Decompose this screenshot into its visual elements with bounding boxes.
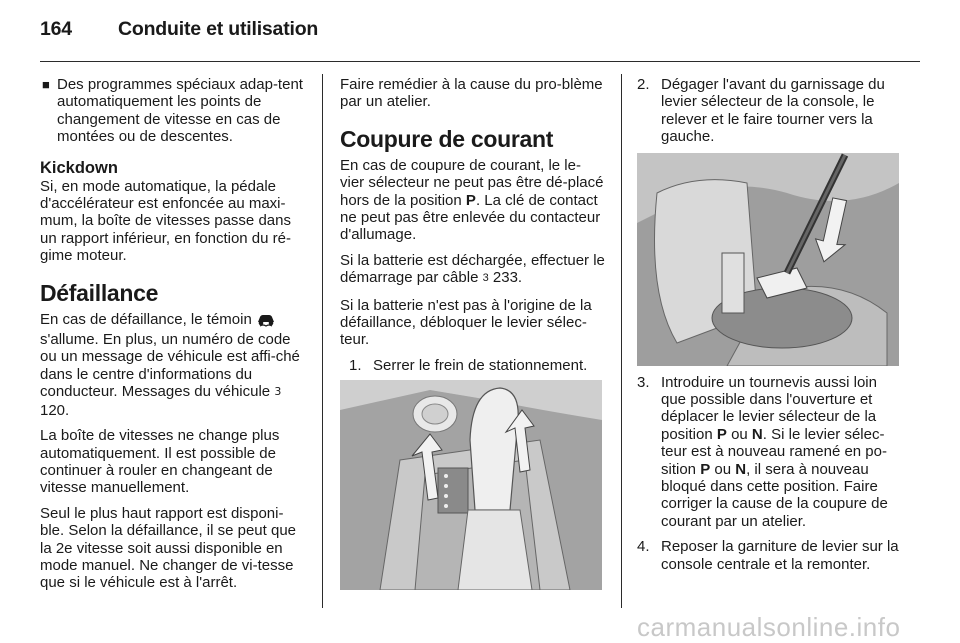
step-1: 1. Serrer le frein de stationnement.	[349, 356, 588, 374]
power-paragraph-2: Si la batterie est déchargée, effectuer le démarrage par câble 3 233.	[340, 251, 605, 287]
step-3: 3. Introduire un tournevis aussi loin que possible dans l'ouverture et déplacer le levier sélecteur de la position P ou N. Si le levier sélec-teur est à nouveau ramené en po-sition P ou N, il sera à nouveau bloqué dans cette position. Faire corriger la cause de la coupure de courant par un atelier.	[637, 373, 888, 530]
gear-selector-illustration	[340, 380, 602, 590]
power-cut-heading: Coupure de courant	[340, 125, 554, 152]
power-paragraph-1: En cas de coupure de courant, le le-vier sélecteur ne peut pas être dé-placé hors de la position P. La clé de contact ne peut pas être enlevée du contacteur d'allumage.	[340, 156, 604, 244]
kickdown-heading: Kickdown	[40, 158, 118, 177]
page-reference[interactable]: 120.	[40, 401, 70, 419]
failure-paragraph-2: La boîte de vitesses ne change plus automatiquement. Il est possible de continuer à rouler en changeant de vitesse manuellement.	[40, 427, 280, 497]
reference-arrow-icon: 3	[482, 272, 489, 285]
header-divider	[40, 61, 920, 62]
reference-arrow-icon: 3	[274, 385, 282, 399]
watermark: carmanualsonline.info	[637, 612, 901, 642]
page-number: 164	[40, 18, 72, 40]
power-paragraph-3: Si la batterie n'est pas à l'origine de la défaillance, débloquer le levier sélec-teur.	[340, 296, 592, 349]
column-divider-1	[322, 74, 323, 608]
screwdriver-illustration	[637, 153, 899, 366]
page-reference[interactable]: 233.	[492, 269, 523, 287]
car-skid-icon	[256, 313, 276, 331]
step-4: 4. Reposer la garniture de levier sur la console centrale et la remonter.	[637, 538, 899, 573]
step-2: 2. Dégager l'avant du garnissage du levier sélecteur de la console, le relever et le faire tourner vers la gauche.	[637, 76, 885, 146]
failure-paragraph-3: Seul le plus haut rapport est disponi-ble. Selon la défaillance, il se peut que la 2e vitesse soit aussi disponible en mode manuel. Ne changer de vi-tesse que si le véhicule est à l'arrêt.	[40, 504, 297, 592]
repair-paragraph: Faire remédier à la cause du pro-blème par un atelier.	[340, 76, 603, 111]
bullet-icon: ■	[42, 77, 50, 92]
kickdown-text: Si, en mode automatique, la pédale d'accélérateur est enfoncée au maxi-mum, la boîte de vitesses passe dans un rapport inférieur, en fonction du ré-gime moteur.	[40, 177, 291, 265]
failure-heading: Défaillance	[40, 279, 159, 306]
bullet-item: ■ Des programmes spéciaux adap-tent automatiquement les points de changement de vitesse en cas de montées ou de descentes.	[42, 76, 303, 146]
page-title: Conduite et utilisation	[118, 18, 319, 40]
column-2	[340, 76, 605, 382]
failure-paragraph-1: En cas de défaillance, le témoin s'allume. En plus, un numéro de code ou un message de véhicule est affi-ché dans le centre d'informations du conducteur. Messages du véhicule 3 120.	[40, 310, 300, 419]
column-divider-2	[621, 74, 622, 608]
column-1	[40, 76, 306, 600]
